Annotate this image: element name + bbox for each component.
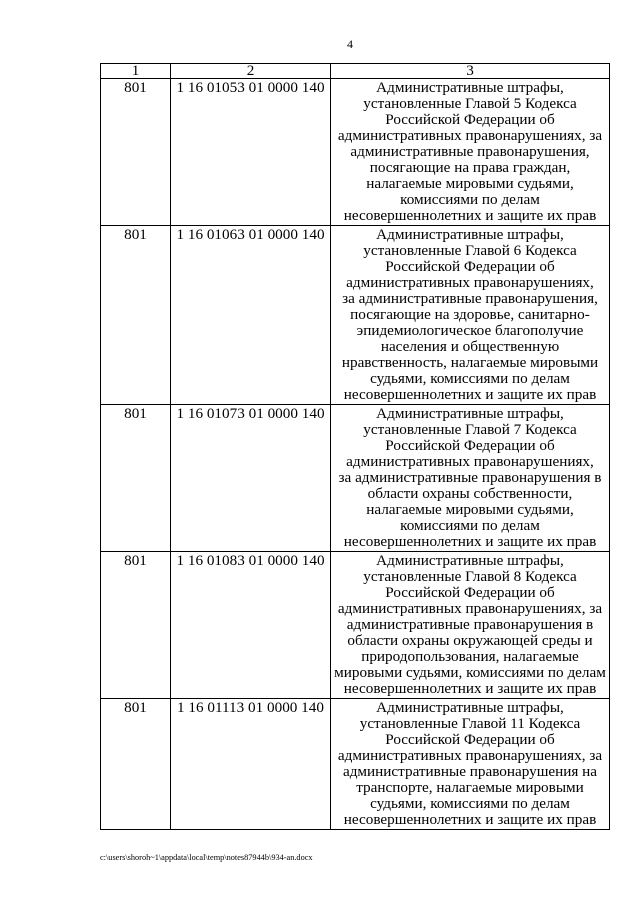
kbk-code-cell: 1 16 01073 01 0000 140 [171, 405, 331, 552]
description-cell [331, 699, 610, 830]
description-line: Российской Федерации об [385, 584, 555, 601]
description-line: несовершеннолетних и защите их прав [343, 680, 597, 697]
description-line: административных правонарушениях, [346, 274, 594, 291]
description-line: административные правонарушения на [342, 763, 598, 780]
description-line: нравственность, налагаемые мировыми [341, 354, 599, 371]
table-row [101, 699, 610, 830]
description-line: установленные Главой 11 Кодекса [359, 715, 581, 732]
description-line: несовершеннолетних и защите их прав [343, 533, 597, 550]
description-line: судьями, комиссиями по делам [370, 795, 570, 812]
table-header-row [101, 64, 610, 79]
description-line: Административные штрафы, [376, 79, 564, 96]
description-line: Российской Федерации об [385, 111, 555, 128]
admin-code-cell: 801 [101, 552, 171, 699]
kbk-code-cell: 1 16 01063 01 0000 140 [171, 226, 331, 405]
description-line: населения и общественную [380, 338, 560, 355]
page-number: 4 [347, 37, 353, 51]
description-line: установленные Главой 5 Кодекса [363, 95, 577, 112]
description-line: установленные Главой 8 Кодекса [363, 568, 577, 585]
table-row [101, 79, 610, 226]
description-line: административных правонарушениях, за [337, 747, 603, 764]
description-line: области охраны окружающей среды и [347, 632, 593, 649]
admin-code-cell: 801 [101, 226, 171, 405]
description-line: Административные штрафы, [376, 226, 564, 243]
description-line: посягающие на здоровье, санитарно- [350, 306, 590, 323]
table-row [101, 405, 610, 552]
description-cell [331, 552, 610, 699]
description-line: за административные правонарушения, [342, 290, 598, 307]
description-cell [331, 405, 610, 552]
description-line: административных правонарушениях, за [337, 127, 603, 144]
description-line: несовершеннолетних и защите их прав [343, 207, 597, 224]
description-line: административные правонарушения в [346, 616, 594, 633]
description-line: административные правонарушения, [350, 143, 590, 160]
admin-code-cell: 801 [101, 79, 171, 226]
description-line: за административные правонарушения в [338, 469, 602, 486]
admin-code-cell: 801 [101, 699, 171, 830]
description-line: установленные Главой 6 Кодекса [363, 242, 577, 259]
description-line: налагаемые мировыми судьями, [366, 501, 574, 518]
description-line: административных правонарушениях, [346, 453, 594, 470]
description-line: эпидемиологическое благополучие [356, 322, 584, 339]
admin-code-cell: 801 [101, 405, 171, 552]
description-line: Российской Федерации об [385, 258, 555, 275]
table-header-cell: 2 [171, 64, 331, 79]
table-row [101, 226, 610, 405]
description-line: комиссиями по делам [400, 191, 540, 208]
description-line: установленные Главой 7 Кодекса [363, 421, 577, 438]
kbk-code-cell: 1 16 01083 01 0000 140 [171, 552, 331, 699]
description-line: посягающие на права граждан, [369, 159, 571, 176]
description-line: мировыми судьями, комиссиями по делам [334, 664, 606, 681]
description-line: области охраны собственности, [367, 485, 573, 502]
description-line: транспорте, налагаемые мировыми [356, 779, 584, 796]
description-line: Административные штрафы, [376, 405, 564, 422]
kbk-code-cell: 1 16 01053 01 0000 140 [171, 79, 331, 226]
description-cell [331, 79, 610, 226]
table-header-cell: 3 [331, 64, 610, 79]
description-line: Российской Федерации об [385, 437, 555, 454]
description-line: налагаемые мировыми судьями, [366, 175, 574, 192]
description-line: несовершеннолетних и защите их прав [343, 811, 597, 828]
table-header-cell: 1 [101, 64, 171, 79]
description-line: административных правонарушениях, за [337, 600, 603, 617]
description-line: комиссиями по делам [400, 517, 540, 534]
revenue-codes-table [100, 63, 610, 830]
kbk-code-cell: 1 16 01113 01 0000 140 [171, 699, 331, 830]
document-file-path: c:\users\shoroh~1\appdata\local\temp\notes87944b\934-an.docx [100, 853, 313, 862]
description-line: Административные штрафы, [376, 552, 564, 569]
description-line: судьями, комиссиями по делам [370, 370, 570, 387]
table-row [101, 552, 610, 699]
description-line: Административные штрафы, [376, 699, 564, 716]
description-line: природопользования, налагаемые [361, 648, 579, 665]
description-cell [331, 226, 610, 405]
description-line: Российской Федерации об [385, 731, 555, 748]
description-line: несовершеннолетних и защите их прав [343, 386, 597, 403]
